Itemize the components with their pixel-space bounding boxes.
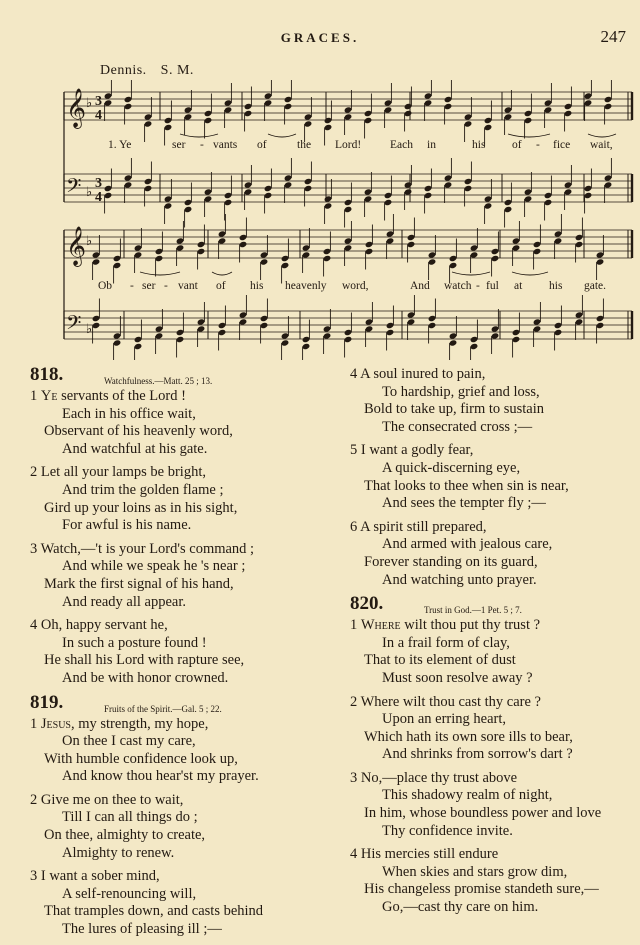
- lyric-syllable: of: [216, 280, 226, 292]
- lyric-syllable: vant: [178, 280, 198, 292]
- verse-text: And while we speak he 's near ;: [62, 558, 246, 575]
- stanza-number: 6: [350, 518, 358, 535]
- verse-line: [350, 495, 634, 513]
- hymn-subtitle: Trust in God.—1 Pet. 5 ; 7.: [424, 605, 522, 616]
- verse-line: [30, 845, 308, 863]
- verse-line: [30, 558, 308, 576]
- verse-text: And trim the golden flame ;: [62, 481, 224, 498]
- verse-line: [350, 635, 634, 653]
- verse-line: [30, 733, 308, 751]
- verse-line: [350, 384, 634, 402]
- music-score: [0, 80, 640, 360]
- lyric-syllable: ful: [486, 280, 499, 292]
- verse-line: [30, 716, 308, 734]
- verse-text: No,—place thy trust above: [360, 769, 518, 786]
- lyric-syllable: Ob: [98, 280, 113, 292]
- lyric-syllable: at: [514, 280, 523, 292]
- stanza-number: 5: [350, 442, 358, 459]
- verse-text: That to its element of dust: [364, 652, 516, 669]
- verse-text: In a frail form of clay,: [382, 634, 510, 651]
- verse-text: On thee I cast my care,: [62, 733, 196, 750]
- running-header: GRACES.: [280, 30, 360, 45]
- verse-line: [30, 768, 308, 786]
- verse-text: The lures of pleasing ill ;—: [62, 921, 222, 938]
- stanza-lead-word: Jesus,: [40, 715, 75, 732]
- lyric-syllable: of: [512, 139, 522, 151]
- lyric-syllable: his: [549, 280, 563, 292]
- verse-line: [350, 572, 634, 590]
- stanza: [350, 519, 634, 589]
- verse-text: Let all your lamps be bright,: [40, 464, 206, 481]
- verse-text: In him, whose boundless power and love: [364, 805, 602, 822]
- verse-text: This shadowy realm of night,: [382, 787, 553, 804]
- stanza-number: 2: [350, 693, 358, 710]
- verse-text: And ready all appear.: [62, 593, 187, 610]
- verse-line: [350, 536, 634, 554]
- stanza-number: 4: [30, 617, 38, 634]
- stanza: [30, 541, 308, 611]
- lyric-syllable: -: [130, 280, 134, 292]
- lyric-syllable: his: [250, 280, 264, 292]
- verse-line: [350, 746, 634, 764]
- stanza: [350, 366, 634, 436]
- verse-text: And be with honor crowned.: [62, 669, 229, 686]
- verse-line: [350, 519, 634, 537]
- stanza-number: 1: [30, 388, 38, 404]
- slur: [508, 134, 550, 137]
- stanza-number: 1: [350, 617, 358, 634]
- verse-line: [350, 670, 634, 688]
- verse-text: A spirit still prepared,: [360, 518, 487, 535]
- verse-line: [350, 694, 634, 712]
- verse-line: [30, 406, 308, 424]
- lyric-syllable: gate.: [584, 280, 607, 292]
- verse-text: Give me on thee to wait,: [40, 791, 184, 808]
- verse-line: [30, 541, 308, 559]
- lyric-syllable: Lord!: [335, 139, 362, 151]
- verse-line: [30, 921, 308, 939]
- verse-text: To hardship, grief and loss,: [382, 383, 540, 400]
- verse-line: [30, 886, 308, 904]
- verse-text: And watching unto prayer.: [382, 571, 537, 588]
- lyric-syllable: -: [164, 280, 168, 292]
- verse-line: [30, 500, 308, 518]
- verse-text: Observant of his heavenly word,: [44, 423, 233, 440]
- flat-icon: ♭: [86, 322, 93, 337]
- lyric-syllable: his: [472, 139, 486, 151]
- stanza: [30, 388, 308, 458]
- lyric-syllable: the: [297, 139, 312, 151]
- verse-line: [30, 751, 308, 769]
- verse-line: [30, 868, 308, 886]
- stanza-lead-word: Ye: [40, 388, 58, 404]
- slur: [588, 134, 616, 137]
- verse-text: Which hath its own sore ills to bear,: [364, 728, 573, 745]
- verse-line: [350, 554, 634, 572]
- stanza: [350, 846, 634, 916]
- verse-line: [30, 517, 308, 535]
- lyric-syllable: vants: [213, 139, 238, 151]
- left-column: [30, 366, 308, 945]
- verse-text: I want a sober mind,: [40, 868, 160, 885]
- lyric-syllable: And: [410, 280, 430, 292]
- verse-text: And shrinks from sorrow's dart ?: [382, 746, 573, 763]
- hymn-number: 818.: [30, 364, 64, 385]
- slur: [212, 272, 232, 275]
- stanza: [350, 694, 634, 764]
- verse-line: [30, 903, 308, 921]
- verse-text: Where wilt thou cast thy care ?: [360, 693, 541, 710]
- verse-text: And watchful at his gate.: [62, 440, 208, 457]
- verse-text: servants of the Lord !: [61, 388, 186, 404]
- verse-text: A quick-discerning eye,: [382, 459, 521, 476]
- verse-text: That looks to thee when sin is near,: [364, 477, 569, 494]
- verse-line: [350, 823, 634, 841]
- verse-line: [30, 617, 308, 635]
- verse-line: [350, 401, 634, 419]
- stanza-number: 1: [30, 715, 38, 732]
- verse-text: And armed with jealous care,: [382, 536, 553, 553]
- verse-line: [350, 478, 634, 496]
- verse-line: [350, 711, 634, 729]
- verse-text: Oh, happy servant he,: [40, 617, 168, 634]
- bass-clef-icon: 𝄢: [66, 311, 82, 339]
- time-signature-denominator: 4: [95, 190, 102, 205]
- right-column: [350, 366, 634, 923]
- verse-text: His changeless promise standeth sure,—: [364, 881, 599, 898]
- stanza: [30, 464, 308, 534]
- verse-line: [30, 670, 308, 688]
- stanza-number: 3: [30, 868, 38, 885]
- stanza: [30, 792, 308, 862]
- lyric-syllable: heavenly: [285, 280, 327, 292]
- verse-text: With humble confidence look up,: [44, 750, 238, 767]
- verse-line: [350, 419, 634, 437]
- verse-line: [350, 442, 634, 460]
- verse-line: [350, 729, 634, 747]
- verse-text: wilt thou put thy trust ?: [404, 617, 541, 634]
- verse-text: Mark the first signal of his hand,: [44, 575, 234, 592]
- lyric-syllable: in: [427, 139, 436, 151]
- verse-text: That tramples down, and casts behind: [44, 903, 264, 920]
- verse-line: [350, 881, 634, 899]
- verse-text: A soul inured to pain,: [360, 366, 486, 382]
- hymn-subtitle: Watchfulness.—Matt. 25 ; 13.: [104, 376, 213, 386]
- hymn-heading: [30, 366, 308, 388]
- hymn-number: 820.: [350, 593, 384, 615]
- verse-text: I want a godly fear,: [360, 442, 474, 459]
- verse-text: For awful is his name.: [62, 517, 192, 534]
- verse-text: The consecrated cross ;—: [382, 418, 533, 435]
- lyric-syllable: ser: [142, 280, 156, 292]
- stanza: [30, 617, 308, 687]
- stanza: [350, 770, 634, 840]
- time-signature-numerator: 3: [95, 176, 102, 191]
- verse-text: When skies and stars grow dim,: [382, 863, 568, 880]
- verse-line: [30, 441, 308, 459]
- slur: [180, 134, 218, 137]
- flat-icon: ♭: [86, 234, 93, 249]
- stanza-number: 4: [350, 846, 358, 863]
- lyric-syllable: fice: [553, 139, 571, 151]
- verse-line: [30, 792, 308, 810]
- verse-line: [30, 652, 308, 670]
- lyric-syllable: ser: [172, 139, 186, 151]
- verse-text: Must soon resolve away ?: [382, 669, 533, 686]
- stanza-lead-word: Where: [360, 617, 401, 634]
- lyric-syllable: Each: [390, 139, 413, 151]
- lyric-syllable: -: [200, 139, 204, 151]
- verse-text: Go,—cast thy care on him.: [382, 899, 539, 916]
- stanza: [30, 716, 308, 786]
- lyric-syllable: watch: [444, 280, 472, 292]
- tune-heading: [100, 63, 194, 79]
- stanza: [350, 442, 634, 512]
- verse-text: Each in his office wait,: [62, 405, 196, 422]
- lyric-syllable: word,: [342, 280, 369, 292]
- verse-line: [30, 388, 308, 406]
- stanza-number: 2: [30, 464, 38, 481]
- verse-text: He shall his Lord with rapture see,: [44, 652, 245, 669]
- lyric-syllable: wait,: [590, 139, 613, 151]
- lyric-syllable: 1. Ye: [108, 139, 132, 151]
- verse-line: [350, 366, 634, 384]
- verse-text: Bold to take up, firm to sustain: [364, 401, 545, 418]
- slur: [140, 272, 180, 275]
- lyric-syllable: -: [536, 139, 540, 151]
- verse-text: Watch,—'t is your Lord's command ;: [40, 540, 255, 557]
- time-signature-numerator: 3: [95, 94, 102, 109]
- hymn-heading: [350, 595, 634, 617]
- verse-text: Upon an erring heart,: [382, 711, 507, 728]
- treble-clef-icon: 𝄞: [66, 88, 87, 128]
- verse-line: [30, 464, 308, 482]
- verse-line: [30, 809, 308, 827]
- slur: [268, 134, 296, 137]
- stanza-number: 2: [30, 791, 38, 808]
- verse-line: [30, 827, 308, 845]
- verse-text: Thy confidence invite.: [382, 822, 513, 839]
- verse-line: [30, 576, 308, 594]
- stanza: [30, 868, 308, 938]
- stanza-number: 3: [30, 540, 38, 557]
- verse-line: [350, 899, 634, 917]
- verse-line: [350, 770, 634, 788]
- verse-text: On thee, almighty to create,: [44, 827, 206, 844]
- stanza: [350, 617, 634, 687]
- verse-line: [30, 594, 308, 612]
- page-number: 247: [600, 27, 626, 46]
- verse-text: Almighty to renew.: [62, 844, 175, 861]
- verse-text: And sees the tempter fly ;—: [382, 495, 546, 512]
- verse-line: [350, 460, 634, 478]
- stanza-number: 4: [350, 366, 358, 382]
- verse-text: His mercies still endure: [360, 846, 499, 863]
- bass-clef-icon: 𝄢: [66, 174, 82, 202]
- hymn-subtitle: Fruits of the Spirit.—Gal. 5 ; 22.: [104, 703, 222, 714]
- verse-line: [350, 846, 634, 864]
- slur: [512, 272, 548, 275]
- verse-text: Till I can all things do ;: [62, 809, 198, 826]
- lyric-syllable: -: [476, 280, 480, 292]
- verse-text: In such a posture found !: [62, 634, 207, 651]
- verse-line: [350, 617, 634, 635]
- verse-text: A self-renouncing will,: [62, 885, 197, 902]
- verse-text: Forever standing on its guard,: [364, 553, 538, 570]
- verse-text: my strength, my hope,: [78, 715, 209, 732]
- stanza-number: 3: [350, 769, 358, 786]
- verse-line: [350, 864, 634, 882]
- lyric-syllable: of: [257, 139, 267, 151]
- verse-line: [350, 787, 634, 805]
- verse-line: [30, 635, 308, 653]
- verse-line: [350, 805, 634, 823]
- verse-line: [30, 482, 308, 500]
- verse-text: And know thou hear'st my prayer.: [62, 768, 259, 785]
- time-signature-denominator: 4: [95, 108, 102, 123]
- flat-icon: ♭: [86, 185, 93, 200]
- verse-line: [350, 652, 634, 670]
- hymn-number: 819.: [30, 691, 64, 713]
- verse-line: [30, 423, 308, 441]
- verse-text: Gird up your loins as in his sight,: [44, 499, 238, 516]
- flat-icon: ♭: [86, 96, 93, 111]
- tune-name: Dennis.: [100, 63, 147, 78]
- tune-meter: S. M.: [160, 63, 194, 78]
- hymn-heading: [30, 691, 308, 716]
- treble-clef-icon: 𝄞: [66, 226, 87, 266]
